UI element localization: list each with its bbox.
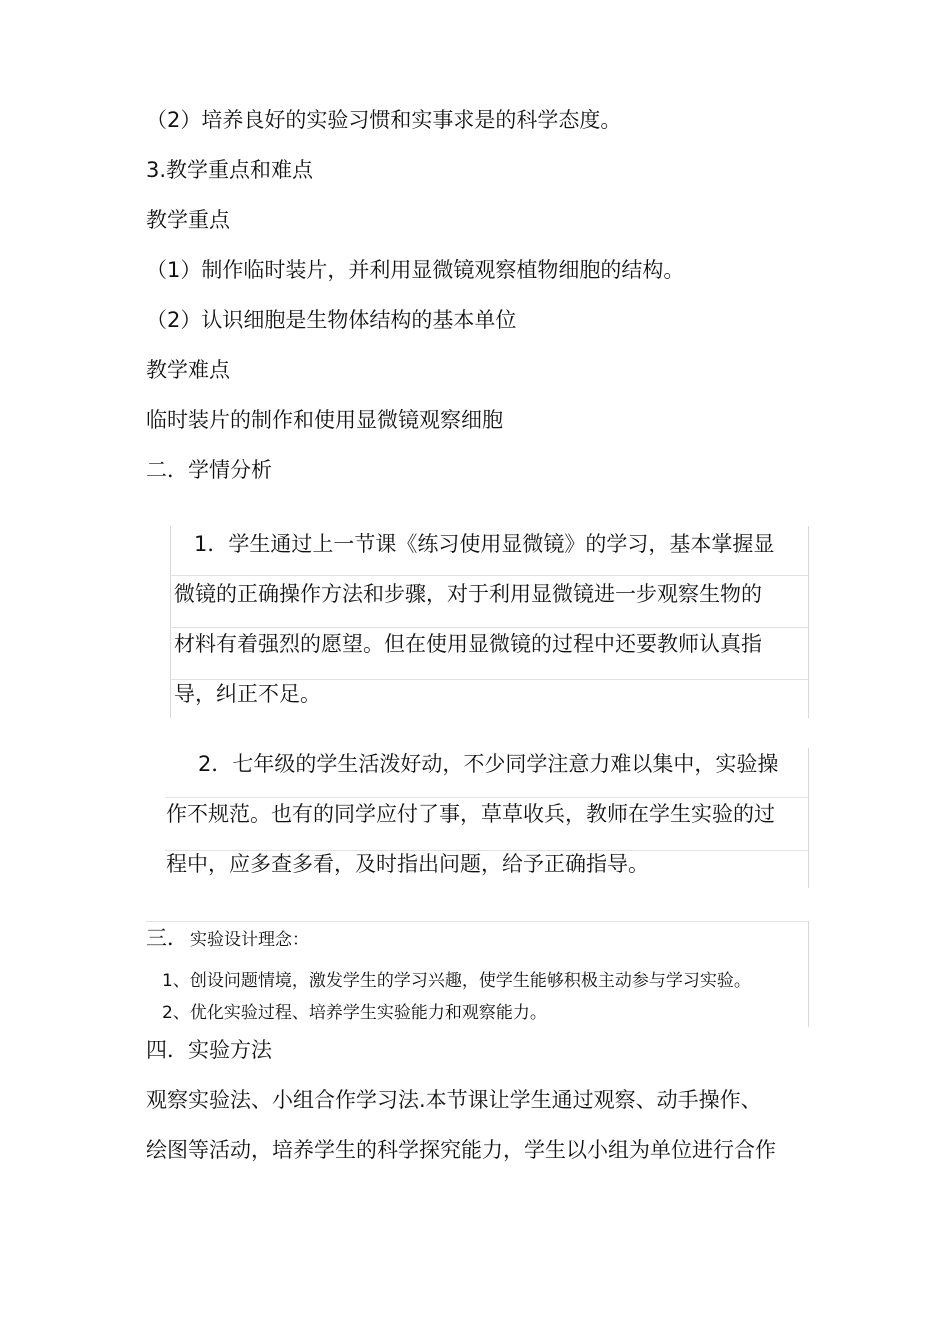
section-heading-method: 四．实验方法 — [146, 1038, 272, 1062]
analysis-2-line: 程中，应多查多看，及时指出问题，给予正确指导。 — [166, 852, 649, 876]
concept-item-2: 2、优化实验过程、培养学生实验能力和观察能力。 — [162, 1003, 547, 1023]
frame-rule — [146, 921, 808, 922]
frame-rule — [170, 575, 808, 576]
difficult-point: 临时装片的制作和使用显微镜观察细胞 — [146, 408, 503, 432]
analysis-1-line: 导，纠正不足。 — [174, 682, 321, 706]
concept-section-title: 实验设计理念： — [190, 930, 309, 950]
method-paragraph-line: 绘图等活动，培养学生的科学探究能力，学生以小组为单位进行合作 — [146, 1138, 776, 1162]
section-heading-key-points: 3.教学重点和难点 — [146, 158, 314, 182]
key-point-1: （1）制作临时装片，并利用显微镜观察植物细胞的结构。 — [146, 258, 685, 282]
difficult-points-label: 教学难点 — [146, 358, 230, 382]
frame-rule — [170, 627, 808, 628]
frame-right-edge — [808, 748, 809, 888]
frame-rule — [165, 797, 808, 798]
analysis-1-line: 1．学生通过上一节课《练习使用显微镜》的学习，基本掌握显 — [194, 532, 775, 556]
frame-right-edge — [808, 921, 809, 1027]
key-point-2: （2）认识细胞是生物体结构的基本单位 — [146, 308, 517, 332]
concept-item-1: 1、创设问题情境，激发学生的学习兴趣，使学生能够积极主动参与学习实验。 — [162, 971, 751, 991]
objective-2: （2）培养良好的实验习惯和实事求是的科学态度。 — [146, 108, 622, 132]
analysis-1-line: 材料有着强烈的愿望。但在使用显微镜的过程中还要教师认真指 — [174, 632, 762, 656]
frame-right-edge — [808, 526, 809, 718]
concept-section-number: 三． — [146, 926, 188, 950]
analysis-2-line: 作不规范。也有的同学应付了事，草草收兵，教师在学生实验的过 — [166, 802, 775, 826]
analysis-2-line: 2．七年级的学生活泼好动，不少同学注意力难以集中，实验操 — [198, 752, 779, 776]
method-paragraph-line: 观察实验法、小组合作学习法.本节课让学生通过观察、动手操作、 — [146, 1088, 762, 1112]
key-points-label: 教学重点 — [146, 208, 230, 232]
analysis-1-line: 微镜的正确操作方法和步骤，对于利用显微镜进一步观察生物的 — [174, 582, 762, 606]
section-heading-student-analysis: 二．学情分析 — [146, 458, 272, 482]
frame-left-edge — [170, 526, 171, 718]
